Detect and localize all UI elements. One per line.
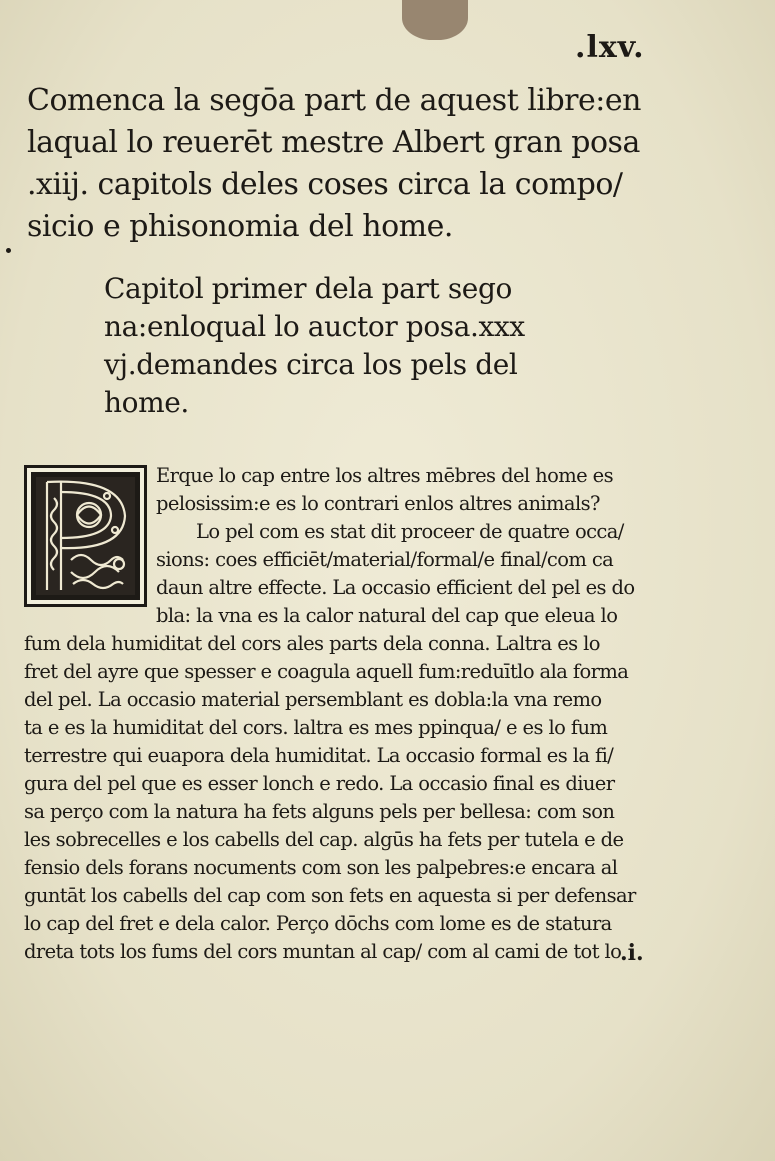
folio-number: .lxv.	[575, 30, 645, 65]
heading-line: sicio e phisonomia del home.	[27, 209, 453, 244]
heading-line: Comenca la segōa part de aquest libre:en	[27, 83, 641, 118]
margin-dot	[6, 248, 11, 253]
body-line: fensio dels forans nocuments com son les palpebres:e encara al	[24, 856, 618, 879]
body-line: lo cap del fret e dela calor. Perço dōchs com lome es de statura	[24, 912, 612, 935]
body-line: fum dela humiditat del cors ales parts dela conna. Laltra es lo	[24, 632, 600, 655]
body-line: dreta tots los fums del cors muntan al cap/ com al cami de tot lo	[24, 940, 622, 963]
chapter-heading	[104, 270, 624, 422]
body-line: fret del ayre que spesser e coagula aquell fum:reduītlo ala forma	[24, 660, 629, 683]
chapter-heading-line: Capitol primer dela part sego	[104, 272, 512, 305]
body-line: terrestre qui euapora dela humiditat. La occasio formal es la fi/	[24, 744, 614, 767]
body-line: ta e es la humiditat del cors. laltra es mes ppinqua/ e es lo fum	[24, 716, 608, 739]
body-line: bla: la vna es la calor natural del cap que eleua lo	[156, 604, 618, 627]
body-line: gura del pel que es esser lonch e redo. La occasio final es diuer	[24, 772, 615, 795]
body-line: sions: coes efficiēt/material/formal/e final/com ca	[156, 548, 614, 571]
body-line: daun altre effecte. La occasio efficient del pel es do	[156, 576, 635, 599]
section-heading	[27, 80, 687, 248]
heading-line: .xiij. capitols deles coses circa la compo/	[27, 167, 623, 202]
body-line: Lo pel com es stat dit proceer de quatre occa/	[196, 520, 624, 543]
page-stain	[402, 0, 468, 40]
body-line: les sobrecelles e los cabells del cap. algūs ha fets per tutela e de	[24, 828, 624, 851]
heading-line: laqual lo reuerēt mestre Albert gran posa	[27, 125, 640, 160]
chapter-heading-line: vj.demandes circa los pels del	[104, 348, 518, 381]
body-line: Erque lo cap entre los altres mēbres del home es	[156, 464, 613, 487]
chapter-heading-line: na:enloqual lo auctor posa.xxx	[104, 310, 525, 343]
body-line: sa perço com la natura ha fets alguns pels per bellesa: com son	[24, 800, 615, 823]
body-line: pelosissim:e es lo contrari enlos altres animals?	[156, 492, 600, 515]
body-line: del pel. La occasio material persemblant es dobla:la vna remo	[24, 688, 602, 711]
chapter-heading-line: home.	[104, 386, 189, 419]
signature-mark: .i.	[620, 940, 644, 966]
body-line: guntāt los cabells del cap com son fets en aquesta si per defensar	[24, 884, 636, 907]
body-text	[24, 462, 664, 966]
